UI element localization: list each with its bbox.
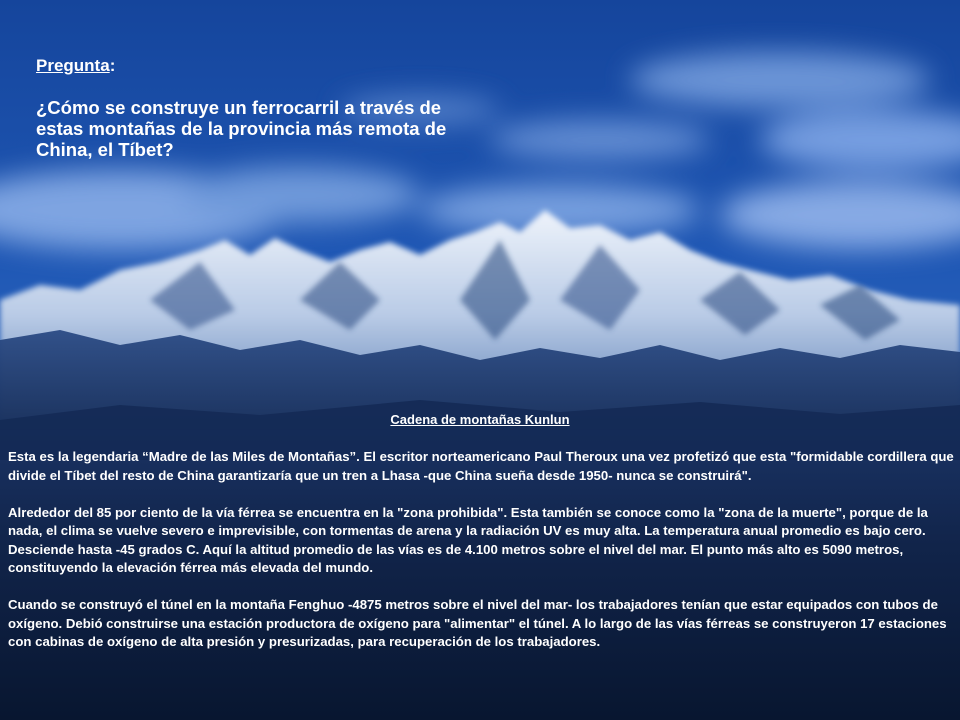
question-text: ¿Cómo se construye un ferrocarril a través de estas montañas de la provincia más remota de China, el Tíbet? [36,97,447,160]
question-label-row [36,55,456,76]
question-label: Pregunta [36,56,110,75]
question-label-colon: : [109,56,116,75]
photo-caption: Cadena de montañas Kunlun [390,412,570,427]
paragraph-tunnel: Cuando se construyó el túnel en la montaña Fenghuo -4875 metros sobre el nivel del mar- los trabajadores tenían que estar equipados con tubos de oxígeno. Debió construirse una estación productora de oxígeno para "alimentar" el túnel. A lo largo de las vías férreas se construyeron 17 estaciones con cabinas de oxígeno de alta presión y presurizadas, para recuperación de los trabajadores. [8,597,947,649]
paragraph-forbidden-zone: Alrededor del 85 por ciento de la vía férrea se encuentra en la "zona prohibida". Esta también se conoce como la "zona de la muerte", porque de la nada, el clima se vuelve severo e imprevisible, con tormentas de arena y la radiación UV es muy alta. La temperatura anual promedio es bajo cero. Desciende hasta -45 grados C. Aquí la altitud promedio de las vías es de 4.100 metros sobre el nivel del mar. El punto más alto es 5090 metros, constituyendo la elevación férrea más elevada del mundo. [8,504,928,575]
question-block [36,55,456,160]
description [8,448,954,670]
paragraph-legend: Esta es la legendaria “Madre de las Miles de Montañas”. El escritor norteamericano Paul Theroux una vez profetizó que esta "formidable cordillera que divide el Tíbet del resto de China garantizaría que un tren a Lhasa -que China sueña desde 1950- nunca se construirá". [8,449,954,483]
